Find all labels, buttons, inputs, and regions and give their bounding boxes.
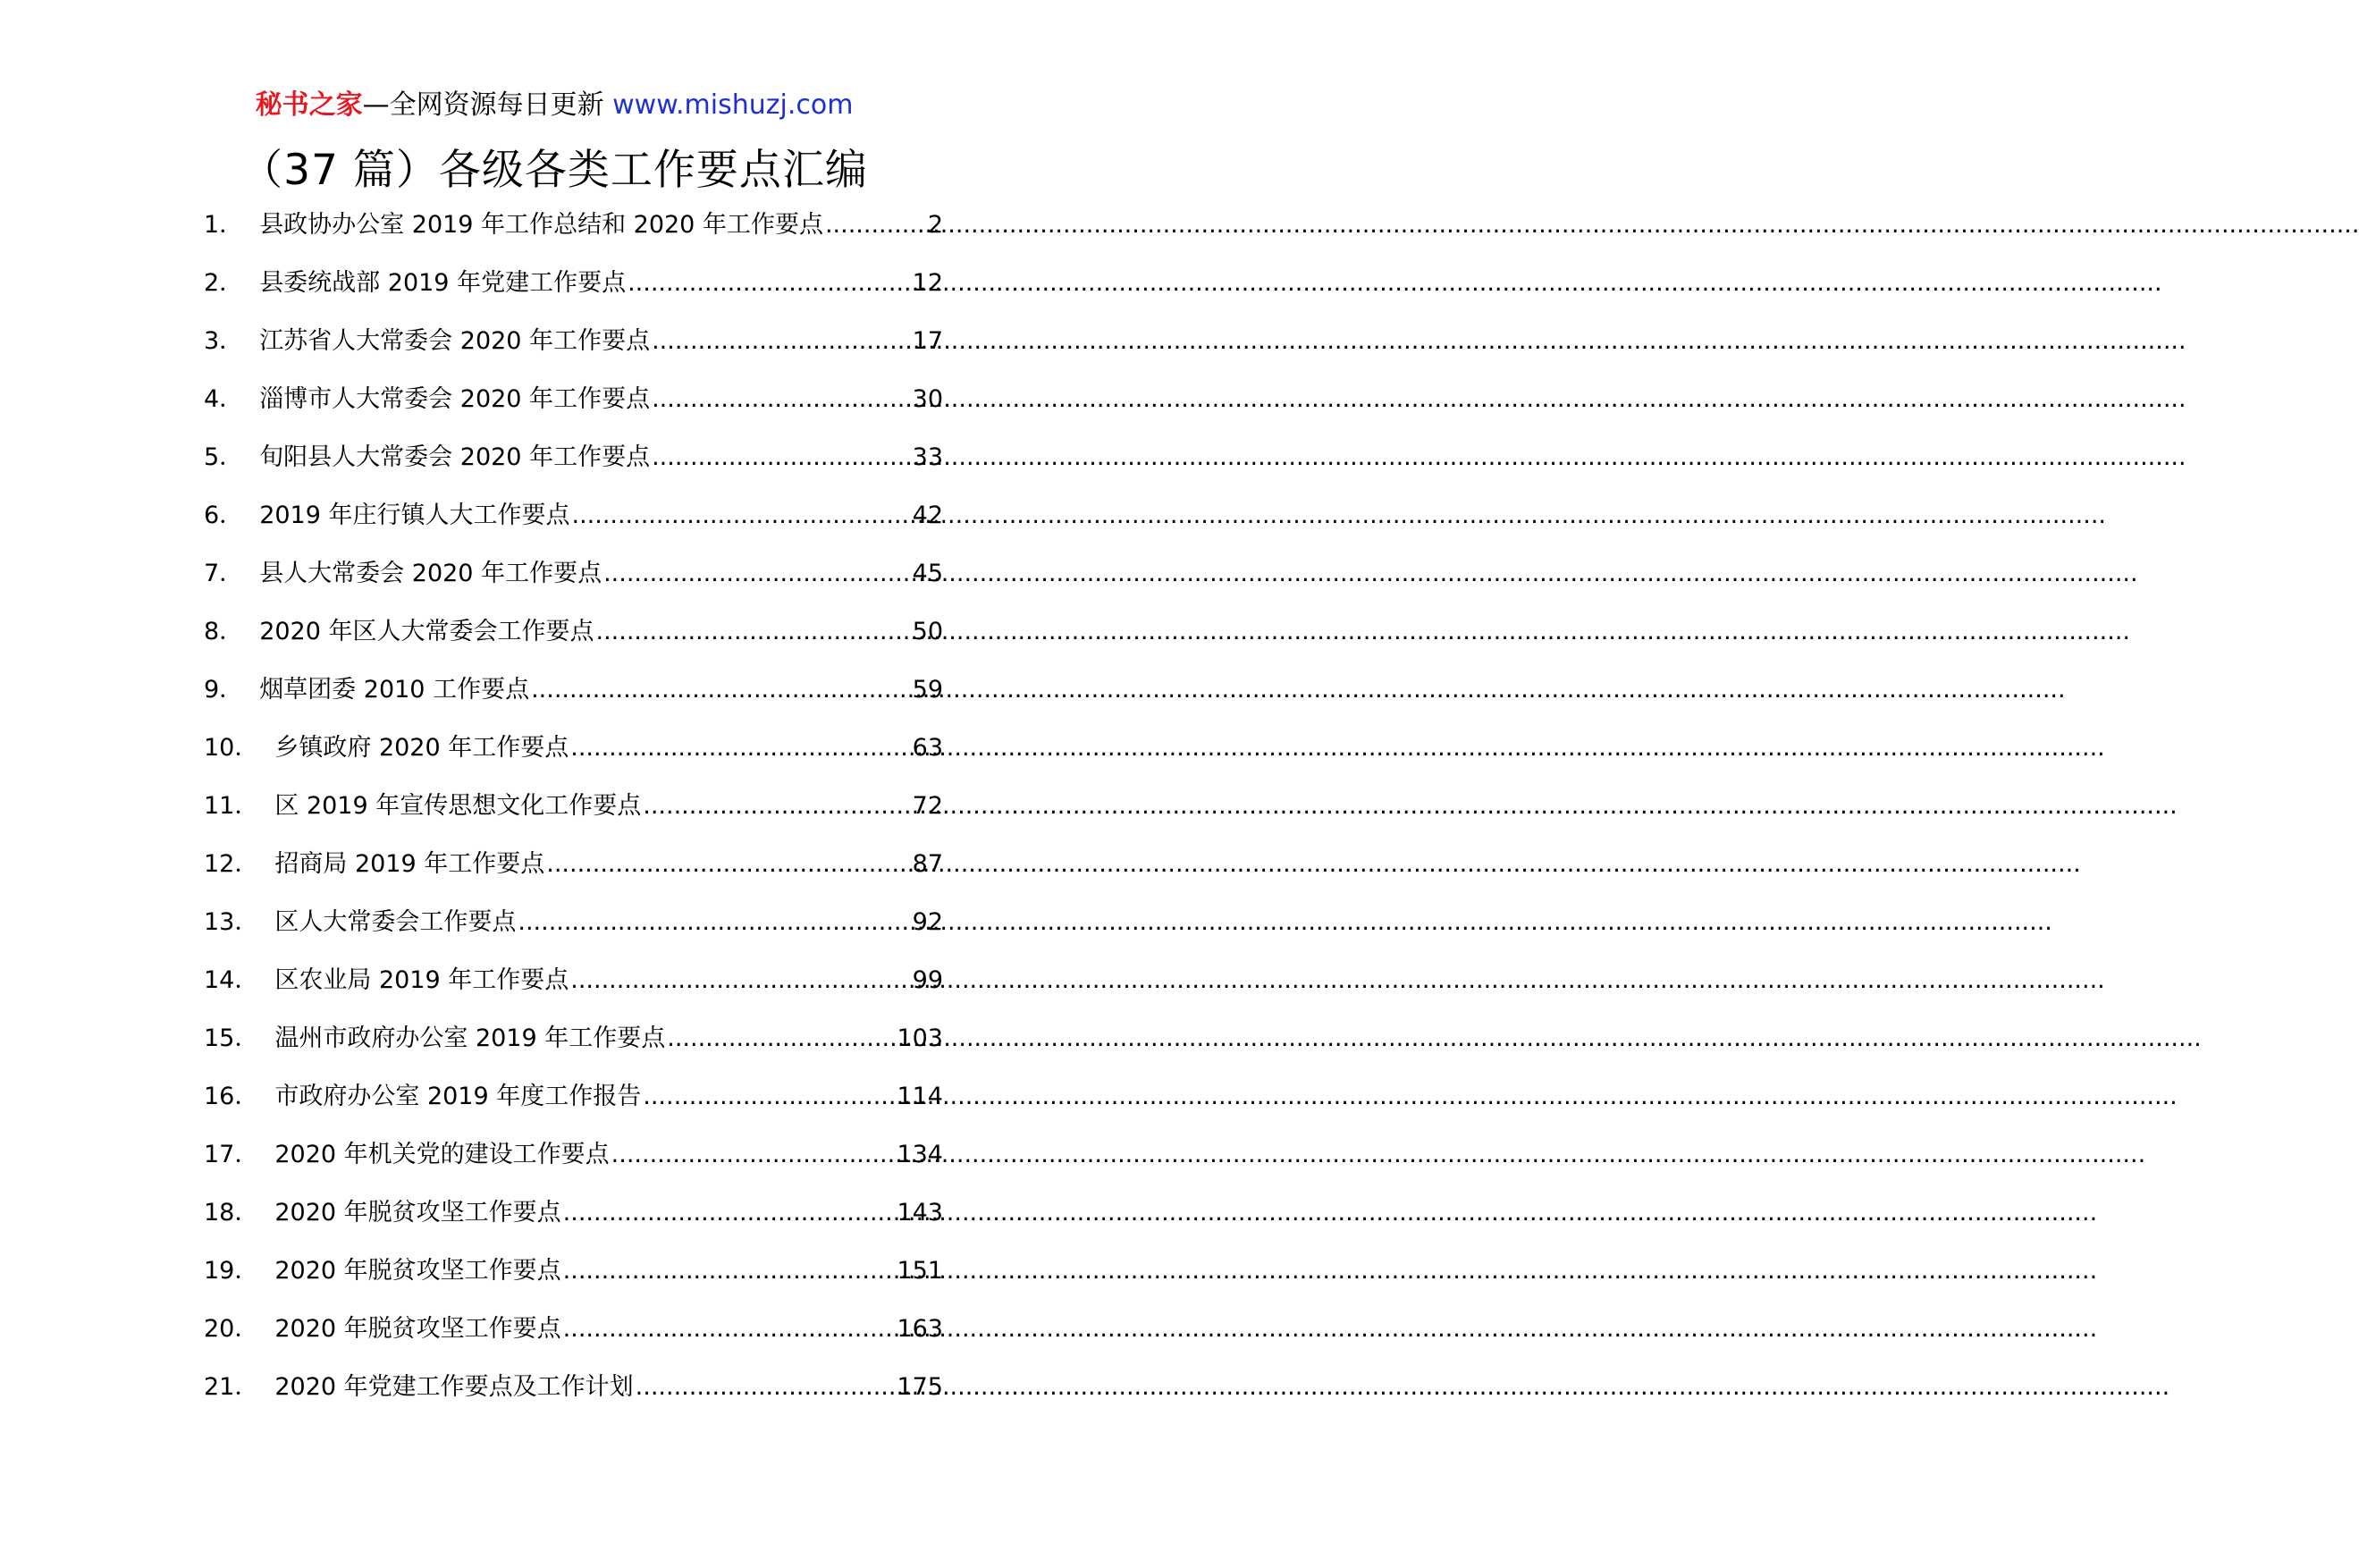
- toc-entry-number: 9．: [204, 676, 244, 704]
- toc-entry-number: 12．: [204, 850, 259, 878]
- toc-entry-number: 8．: [204, 618, 244, 645]
- toc-entry-page: 114: [897, 1083, 943, 1110]
- toc-entry-title: 淄博市人大常委会 2020 年工作要点: [259, 385, 651, 413]
- toc-entry-number: 14．: [204, 966, 259, 994]
- toc-entry-page: 92: [912, 908, 943, 936]
- toc-dot-leader: [652, 322, 911, 361]
- toc-entry-page: 33: [912, 443, 943, 471]
- toc-entry-page: 30: [912, 385, 943, 413]
- toc-entry[interactable]: [204, 1077, 943, 1135]
- toc-entry-title: 市政府办公室 2019 年度工作报告: [274, 1083, 642, 1110]
- toc-entry[interactable]: [204, 1193, 943, 1252]
- toc-entry-page: 59: [912, 676, 943, 704]
- toc-entry-title: 县人大常委会 2020 年工作要点: [259, 560, 602, 587]
- toc-entry-number: 13．: [204, 908, 259, 936]
- toc-entry-page: 45: [912, 560, 943, 587]
- toc-entry[interactable]: [204, 1019, 943, 1077]
- toc-entry-page: 42: [912, 502, 943, 529]
- toc-entry-number: 1．: [204, 211, 244, 239]
- toc-dot-leader: [628, 264, 911, 303]
- toc-entry[interactable]: [204, 206, 943, 264]
- toc-entry-number: 10．: [204, 734, 259, 762]
- toc-dot-leader: [643, 1077, 895, 1117]
- toc-entry-title: 招商局 2019 年工作要点: [274, 850, 545, 878]
- toc-entry-title: 乡镇政府 2020 年工作要点: [274, 734, 569, 762]
- toc-entry-title: 县委统战部 2019 年党建工作要点: [259, 269, 627, 297]
- toc-dot-leader: [603, 554, 911, 594]
- toc-entry-number: 11．: [204, 792, 259, 820]
- toc-dot-leader: [570, 729, 910, 768]
- toc-entry[interactable]: [204, 1135, 943, 1193]
- toc-entry-page: 151: [897, 1257, 943, 1285]
- toc-entry-title: 县政协办公室 2019 年工作总结和 2020 年工作要点: [259, 211, 823, 239]
- toc-entry-page: 72: [912, 792, 943, 820]
- toc-entry[interactable]: [204, 322, 943, 380]
- toc-entry[interactable]: [204, 845, 943, 903]
- toc-entry-title: 2020 年脱贫攻坚工作要点: [274, 1199, 561, 1227]
- toc-dot-leader: [652, 438, 911, 477]
- toc-entry-page: 12: [912, 269, 943, 297]
- toc-entry-title: 2020 年区人大常委会工作要点: [259, 618, 594, 645]
- toc-entry-title: 温州市政府办公室 2019 年工作要点: [274, 1024, 666, 1052]
- toc-entry[interactable]: [204, 438, 943, 496]
- toc-dot-leader: [571, 496, 910, 535]
- toc-entry-page: 50: [912, 618, 943, 645]
- toc-dot-leader: [563, 1310, 896, 1349]
- toc-entry[interactable]: [204, 903, 943, 961]
- toc-entry-page: 163: [897, 1315, 943, 1343]
- toc-entry-number: 20．: [204, 1315, 259, 1343]
- toc-entry-page: 143: [897, 1199, 943, 1227]
- toc-dot-leader: [643, 787, 910, 826]
- toc-entry-page: 63: [912, 734, 943, 762]
- toc-entry[interactable]: [204, 670, 943, 729]
- toc-entry-number: 17．: [204, 1141, 259, 1168]
- site-url-link[interactable]: www.mishuzj.com: [612, 89, 854, 121]
- toc-entry-title: 2020 年脱贫攻坚工作要点: [274, 1315, 561, 1343]
- toc-entry[interactable]: [204, 729, 943, 787]
- toc-dot-leader: [652, 380, 911, 419]
- toc-dot-leader: [563, 1193, 896, 1233]
- toc-entry[interactable]: [204, 496, 943, 554]
- toc-entry-page: 175: [897, 1373, 943, 1401]
- toc-entry-title: 2019 年庄行镇人大工作要点: [259, 502, 570, 529]
- toc-entry-title: 2020 年机关党的建设工作要点: [274, 1141, 610, 1168]
- toc-dot-leader: [825, 206, 926, 245]
- toc-entry[interactable]: [204, 787, 943, 845]
- toc-entry-page: 87: [912, 850, 943, 878]
- toc-dot-leader: [518, 903, 910, 942]
- toc-dot-leader: [546, 845, 910, 884]
- header-tagline: —全网资源每日更新: [362, 89, 613, 121]
- toc-dot-leader: [531, 670, 911, 710]
- toc-entry[interactable]: [204, 1310, 943, 1368]
- toc-entry-page: 99: [912, 966, 943, 994]
- toc-entry-number: 21．: [204, 1373, 259, 1401]
- toc-entry[interactable]: [204, 961, 943, 1019]
- toc-entry-number: 2．: [204, 269, 244, 297]
- toc-dot-leader: [570, 961, 910, 1000]
- document-title: （37 篇）各级各类工作要点汇编: [240, 146, 868, 195]
- toc-dot-leader: [636, 1368, 896, 1407]
- toc-entry-title: 江苏省人大常委会 2020 年工作要点: [259, 327, 651, 355]
- toc-entry-number: 15．: [204, 1024, 259, 1052]
- toc-entry[interactable]: [204, 380, 943, 438]
- toc-entry[interactable]: [204, 554, 943, 612]
- toc-entry-title: 区农业局 2019 年工作要点: [274, 966, 569, 994]
- toc-entry-page: 2: [927, 211, 943, 239]
- toc-entry-number: 6．: [204, 502, 244, 529]
- toc-dot-leader: [611, 1135, 896, 1175]
- toc-entry-number: 3．: [204, 327, 244, 355]
- toc-entry-title: 区人大常委会工作要点: [274, 908, 517, 936]
- toc-entry-title: 2020 年党建工作要点及工作计划: [274, 1373, 634, 1401]
- toc-entry-number: 16．: [204, 1083, 259, 1110]
- toc-entry-number: 18．: [204, 1199, 259, 1227]
- toc-entry-number: 5．: [204, 443, 244, 471]
- toc-entry-number: 4．: [204, 385, 244, 413]
- toc-entry-number: 19．: [204, 1257, 259, 1285]
- toc-dot-leader: [667, 1019, 895, 1058]
- toc-entry[interactable]: [204, 1252, 943, 1310]
- toc-entry-page: 17: [912, 327, 943, 355]
- toc-entry[interactable]: [204, 264, 943, 322]
- brand-name: 秘书之家: [255, 89, 363, 121]
- toc-entry-page: 103: [897, 1024, 943, 1052]
- table-of-contents: [204, 206, 943, 1426]
- toc-dot-leader: [595, 612, 910, 652]
- toc-entry-page: 134: [897, 1141, 943, 1168]
- toc-entry-title: 烟草团委 2010 工作要点: [259, 676, 530, 704]
- site-header: [0, 88, 1108, 123]
- toc-entry-number: 7．: [204, 560, 244, 587]
- toc-entry-title: 区 2019 年宣传思想文化工作要点: [274, 792, 642, 820]
- toc-entry-title: 旬阳县人大常委会 2020 年工作要点: [259, 443, 651, 471]
- toc-entry[interactable]: [204, 612, 943, 670]
- toc-entry[interactable]: [204, 1368, 943, 1426]
- toc-entry-title: 2020 年脱贫攻坚工作要点: [274, 1257, 561, 1285]
- toc-dot-leader: [563, 1252, 896, 1291]
